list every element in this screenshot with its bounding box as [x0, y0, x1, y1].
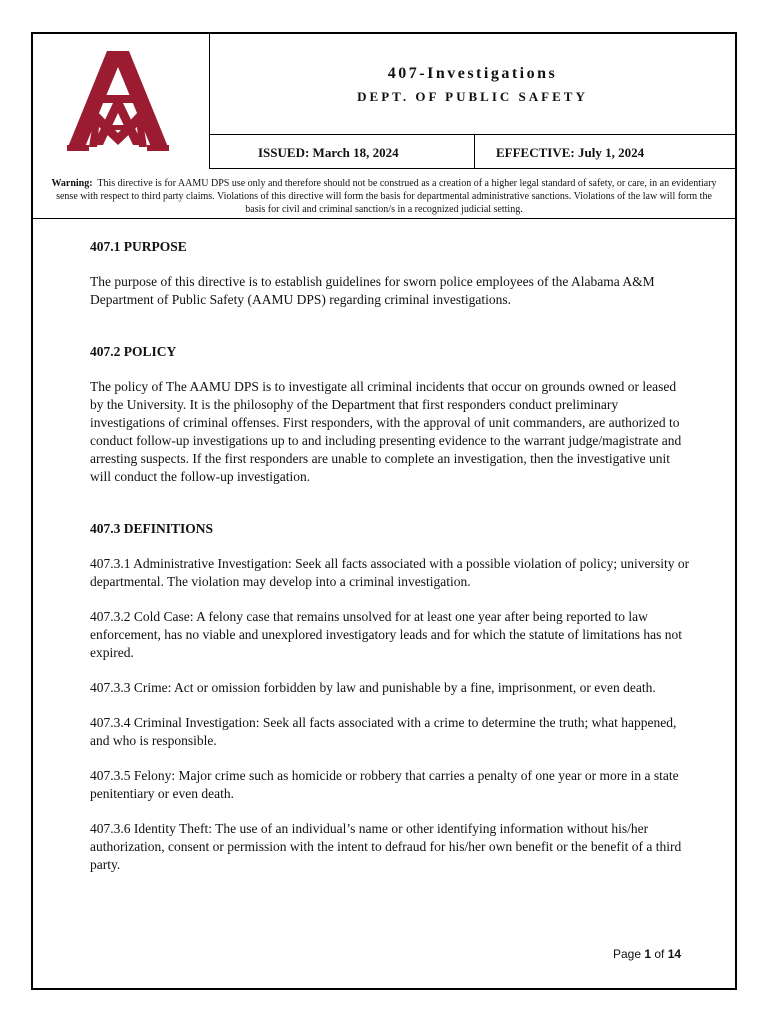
section-heading-purpose: 407.1 PURPOSE — [90, 239, 187, 254]
directive-frame — [31, 32, 737, 990]
directive-header — [33, 34, 735, 169]
purpose-text: The purpose of this directive is to establish guidelines for sworn police employees of the Alabama A&M Department of Public Safety (AAMU DPS) regarding criminal investigations. — [90, 274, 655, 307]
definition-item: 407.3.5 Felony: Major crime such as homicide or robbery that carries a penalty of one year or more in a state penitentiary or even death. — [90, 768, 679, 801]
directive-body — [90, 238, 690, 874]
section-heading-definitions: 407.3 DEFINITIONS — [90, 521, 214, 536]
effective-date: EFFECTIVE: July 1, 2024 — [496, 145, 645, 160]
page-of: of — [651, 947, 668, 961]
logo-cell — [33, 34, 210, 169]
warning-notice — [33, 169, 735, 219]
policy-text: The policy of The AAMU DPS is to investigate all criminal incidents that occur on grounds owned or leased by the University. It is the philosophy of the Department that first responders conduct preliminary investigations of criminal offenses. First responders, with the approval of unit commanders, are authorized to conduct follow-up investigations up to and including presenting evidence to the warrant judge/magistrate and arresting suspects. If the first responders are unable to complete an investigation, then the investigative unit will conduct the follow-up investigation. — [90, 379, 682, 484]
definition-item: 407.3.2 Cold Case: A felony case that remains unsolved for at least one year after being reported to law enforcement, has no viable and unexplored investigatory leads and for which the statute of limitations has not expired. — [90, 609, 682, 660]
department-name: DEPT. OF PUBLIC SAFETY — [357, 89, 588, 104]
definition-item: 407.3.6 Identity Theft: The use of an individual’s name or other identifying information without his/her authorization, consent or permission with the intent to defraud for his/her own benefit or the benefit of a third party. — [90, 821, 682, 872]
section-heading-policy: 407.2 POLICY — [90, 344, 177, 359]
page-number — [613, 947, 681, 961]
page-current: 1 — [644, 947, 652, 961]
date-row — [210, 134, 735, 169]
definition-item: 407.3.4 Criminal Investigation: Seek all facts associated with a crime to determine the truth; what happened, and who is responsible. — [90, 715, 677, 748]
date-divider — [474, 135, 475, 168]
page-total: 14 — [667, 947, 682, 961]
title-block — [210, 34, 735, 134]
page-prefix: Page — [613, 947, 645, 961]
definition-item: 407.3.3 Crime: Act or omission forbidden by law and punishable by a fine, imprisonment, or even death. — [90, 680, 656, 695]
warning-text: This directive is for AAMU DPS use only and therefore should not be construed as a creation of a higher legal standard of safety, or care, in an evidentiary sense with respect to third party claims. Violations of this directive will form the basis for departmental administrative sanctions. Violations of the law will form the basis for civil and criminal sanction/s in a recognized judicial setting. — [56, 178, 717, 215]
warning-label: Warning: — [51, 178, 93, 189]
aamu-logo-icon — [67, 47, 169, 153]
directive-title: 407-Investigations — [387, 65, 558, 82]
definition-item: 407.3.1 Administrative Investigation: Seek all facts associated with a possible violation of policy; university or departmental. The violation may develop into a criminal investigation. — [90, 556, 690, 589]
issued-date: ISSUED: March 18, 2024 — [258, 145, 399, 160]
